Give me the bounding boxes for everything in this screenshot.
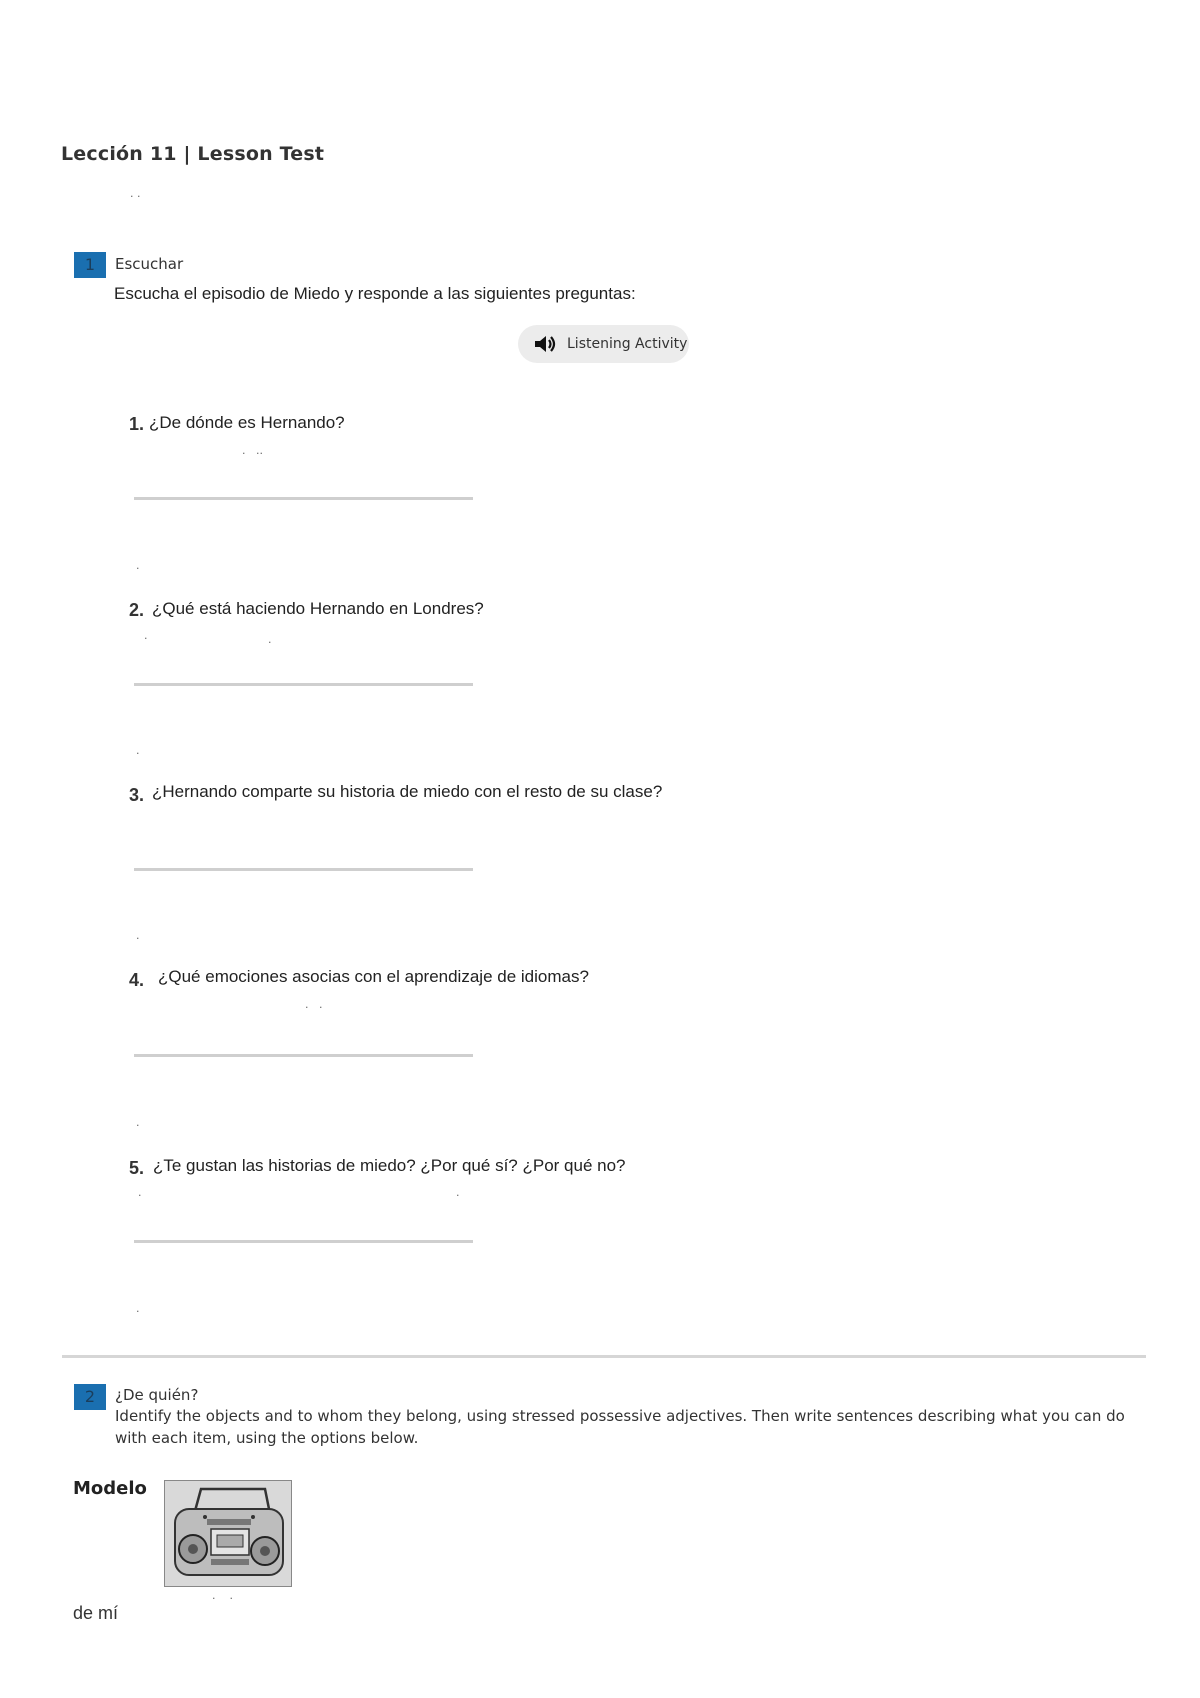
question-number: 1. (129, 414, 145, 434)
listening-activity-button[interactable] (518, 325, 689, 363)
modelo-label: Modelo (73, 1478, 147, 1499)
question-number: 4. (129, 970, 145, 990)
decorative-dots: . (136, 929, 140, 942)
section-title: ¿De quién? (115, 1386, 199, 1404)
speaker-icon (533, 334, 559, 354)
section-instructions: Escucha el episodio de Miedo y responde a las siguientes preguntas: (114, 284, 636, 303)
question-number: 2. (129, 600, 145, 620)
decorative-dots: . (456, 1186, 460, 1199)
answer-field[interactable] (134, 497, 473, 500)
boombox-radio-image (164, 1480, 292, 1587)
answer-field[interactable] (134, 683, 473, 686)
question-text: ¿Te gustan las historias de miedo? ¿Por qué sí? ¿Por qué no? (153, 1156, 626, 1175)
page-title: Lección 11 | Lesson Test (61, 143, 325, 165)
question-text: ¿Qué está haciendo Hernando en Londres? (152, 599, 484, 618)
decorative-dots: . .. (242, 444, 263, 457)
section-divider (62, 1355, 1146, 1358)
decorative-dots: . . (130, 187, 141, 200)
answer-field[interactable] (134, 1054, 473, 1057)
answer-field[interactable] (134, 868, 473, 871)
decorative-dots: . . (212, 1589, 233, 1602)
decorative-dots: . . (305, 998, 323, 1011)
decorative-dots: . (136, 744, 140, 757)
question-number: 5. (129, 1158, 145, 1178)
listening-activity-label: Listening Activity (567, 336, 688, 352)
decorative-dots: . (136, 559, 140, 572)
decorative-dots: . (136, 1302, 140, 1315)
section-number-badge: 1 (74, 252, 106, 278)
question-text: ¿Qué emociones asocias con el aprendizaje de idiomas? (158, 967, 589, 986)
modelo-answer: de mí (73, 1603, 119, 1623)
decorative-dots: . (136, 1116, 140, 1129)
question-number: 3. (129, 785, 145, 805)
section-title: Escuchar (115, 255, 184, 273)
decorative-dots: . (144, 629, 148, 642)
section-number-badge: 2 (74, 1384, 106, 1410)
question-text: ¿De dónde es Hernando? (149, 413, 345, 432)
question-text: ¿Hernando comparte su historia de miedo con el resto de su clase? (152, 782, 663, 801)
section-instructions: Identify the objects and to whom they belong, using stressed possessive adjectives. Then write sentences describing what you can do with each item, using the options below. (115, 1407, 1125, 1447)
answer-field[interactable] (134, 1240, 473, 1243)
decorative-dots: . (138, 1186, 142, 1199)
decorative-dots: . (268, 633, 272, 646)
